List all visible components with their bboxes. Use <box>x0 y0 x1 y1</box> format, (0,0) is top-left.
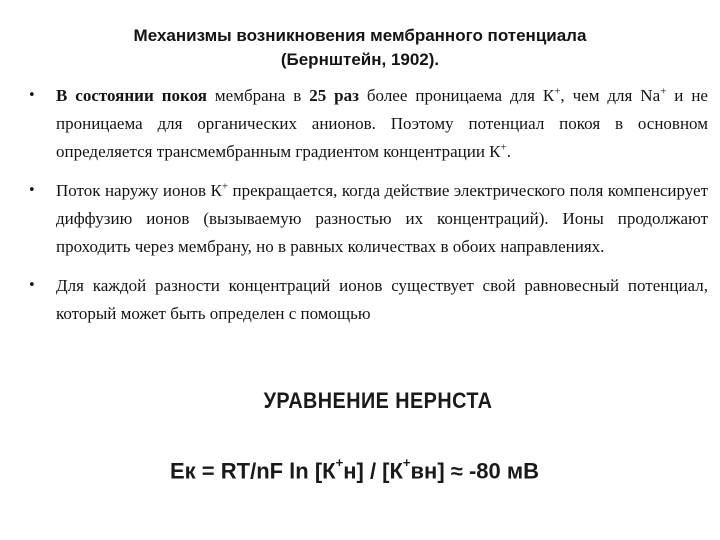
formula-sub-2: вн <box>410 458 438 484</box>
formula-part-2: ] / [К <box>356 458 403 484</box>
bullet-1-text-b: более проницаема для К <box>358 86 555 105</box>
bullet-1-text-d: и не проницаема для органических анионов. Поэтому потенциал покоя в основном определяется трансмембранным градиентом концентрации К <box>56 86 708 161</box>
formula-part-3: ] ≈ -80 мВ <box>437 458 540 484</box>
bullet-icon: • <box>28 88 36 103</box>
page-title <box>40 24 680 72</box>
formula-sub-1: н <box>343 458 357 484</box>
nernst-heading: УРАВНЕНИЕ НЕРНСТА <box>263 388 493 413</box>
bullet-1-text-c: , чем для Na <box>560 86 661 105</box>
bullet-icon: • <box>28 183 36 198</box>
bullet-icon: • <box>28 278 36 293</box>
bullet-1-text-a: мембрана в <box>206 86 310 105</box>
bullet-1-sup-k2: + <box>500 141 507 154</box>
bullet-list <box>24 82 708 339</box>
bullet-item-2 <box>24 177 708 261</box>
formula-sup-2: + <box>402 455 411 470</box>
bullet-item-1 <box>24 82 708 166</box>
bullet-1-sup-k: + <box>554 85 561 98</box>
title-line-1: Механизмы возникновения мембранного потенциала <box>133 26 587 45</box>
bullet-1-text-e: . <box>506 142 511 161</box>
bullet-3-text: Для каждой разности концентраций ионов существует свой равновесный потенциал, который может быть определен с помощью <box>56 276 708 323</box>
bullet-1-sup-na: + <box>660 85 667 98</box>
bullet-2-sup-k: + <box>221 180 229 193</box>
bullet-1-bold-rest-state: В состоянии покоя <box>56 86 207 105</box>
title-line-2: (Бернштейн, 1902). <box>280 50 440 69</box>
bullet-2-text-a: Поток наружу ионов К <box>56 181 222 200</box>
formula-part-1: Ек = RT/nF ln [К <box>170 458 336 484</box>
bullet-2-text-b: прекращается, когда действие электрического поля компенсирует диффузию ионов (вызываемую разностью их концентраций). Ионы продолжают проходить через мембрану, но в равных количествах в обоих направлениях. <box>56 181 708 256</box>
bullet-item-3 <box>24 272 708 328</box>
bullet-1-bold-25: 25 раз <box>309 86 359 105</box>
nernst-formula <box>170 455 540 484</box>
formula-sup-1: + <box>335 455 344 470</box>
